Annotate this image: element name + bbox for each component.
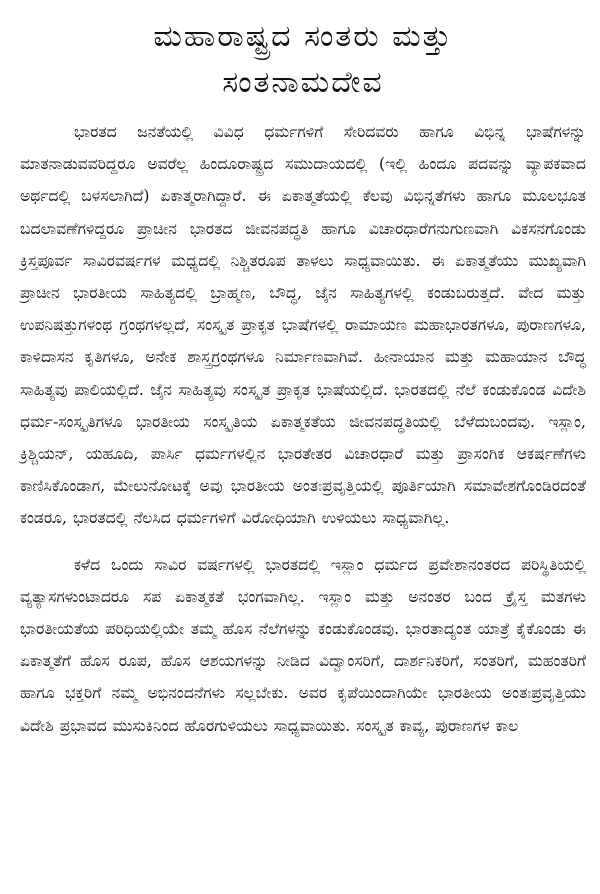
title-line-1: ಮಹಾರಾಷ್ಟ್ರದ ಸಂತರು ಮತ್ತು	[153, 19, 453, 54]
paragraph-1: ಭಾರತದ ಜನತೆಯಲ್ಲಿ ವಿವಿಧ ಧರ್ಮಗಳಿಗೆ ಸೇರಿದವರು ಹಾಗೂ ವಿಭಿನ್ನ ಭಾಷೆಗಳನ್ನು ಮಾತನಾಡುವವರಿದ್ದರೂ ಅವರೆಲ್ಲ ಹಿಂದೂರಾಷ್ಟ್ರದ ಸಮುದಾಯದಲ್ಲಿ (ಇಲ್ಲಿ ಹಿಂದೂ ಪದವನ್ನು ವ್ಯಾಪಕವಾದ ಅರ್ಥದಲ್ಲಿ ಬಳಸಲಾಗಿದೆ) ಏಕಾತ್ಮರಾಗಿದ್ದಾರೆ. ಈ ಏಕಾತ್ಮತೆಯಲ್ಲಿ ಕೆಲವು ವಿಭಿನ್ನತೆಗಳು ಹಾಗೂ ಮೂಲಭೂತ ಬದಲಾವಣೆಗಳಿದ್ದರೂ ಪ್ರಾಚೀನ ಭಾರತದ ಜೀವನಪದ್ಧತಿ ಹಾಗೂ ವಿಚಾರಧಾರೆಗನುಗುಣವಾಗಿ ವಿಕಸನಗೊಂಡು ಕ್ರಿಸ್ತಪೂರ್ವ ಸಾವಿರವರ್ಷಗಳ ಮಧ್ಯದಲ್ಲಿ ನಿಶ್ಚಿತರೂಪ ತಾಳಲು ಸಾಧ್ಯವಾಯಿತು. ಈ ಏಕಾತ್ಮತೆಯು ಮುಖ್ಯವಾಗಿ ಪ್ರಾಚೀನ ಭಾರತೀಯ ಸಾಹಿತ್ಯದಲ್ಲಿ ಬ್ರಾಹ್ಮಣ, ಬೌದ್ಧ, ಜೈನ ಸಾಹಿತ್ಯಗಳಲ್ಲಿ ಕಂಡುಬರುತ್ತದೆ. ವೇದ ಮತ್ತು ಉಪನಿಷತ್ತುಗಳಂಥ ಗ್ರಂಥಗಳಲ್ಲದೆ, ಸಂಸ್ಕೃತ ಪ್ರಾಕೃತ ಭಾಷೆಗಳಲ್ಲಿ ರಾಮಾಯಣ ಮಹಾಭಾರತಗಳೂ, ಪುರಾಣಗಳೂ, ಕಾಳಿದಾಸನ ಕೃತಿಗಳೂ, ಅನೇಕ ಶಾಸ್ತ್ರಗ್ರಂಥಗಳೂ ನಿರ್ಮಾಣವಾಗಿವೆ. ಹೀನಾಯಾನ ಮತ್ತು ಮಹಾಯಾನ ಬೌದ್ಧ ಸಾಹಿತ್ಯವು ಪಾಲಿಯಲ್ಲಿದೆ. ಜೈನ ಸಾಹಿತ್ಯವು ಸಂಸ್ಕೃತ ಪ್ರಾಕೃತ ಭಾಷೆಯಲ್ಲಿದೆ. ಭಾರತದಲ್ಲಿ ನೆಲೆ ಕಂಡುಕೊಂಡ ವಿದೇಶಿ ಧರ್ಮ-ಸಂಸ್ಕೃತಿಗಳೂ ಭಾರತೀಯ ಸಂಸ್ಕೃತಿಯ ಏಕಾತ್ಮಕತೆಯ ಜೀವನಪದ್ಧತಿಯಲ್ಲಿ ಬೆಳೆದುಬಂದವು. ಇಸ್ಲಾಂ, ಕ್ರಿಶ್ಚಿಯನ್, ಯಹೂದಿ, ಪಾರ್ಸಿ ಧರ್ಮಗಳಲ್ಲಿನ ಭಾರತೇತರ ವಿಚಾರಧಾರೆ ಮತ್ತು ಪ್ರಾಸಂಗಿಕ ಆಕರ್ಷಣೆಗಳು ಕಾಣಿಸಿಕೊಂಡಾಗ, ಮೇಲುನೋಟಕ್ಕೆ ಅವು ಭಾರತೀಯ ಅಂತಃಪ್ರವೃತ್ತಿಯಲ್ಲಿ ಪೂರ್ತಿಯಾಗಿ ಸಮಾವೇಶಗೊಂಡಿರದಂತೆ ಕಂಡರೂ, ಭಾರತದಲ್ಲಿ ನೆಲಸಿದ ಧರ್ಮಗಳಿಗೆ ವಿರೋಧಿಯಾಗಿ ಉಳಿಯಲು ಸಾಧ್ಯವಾಗಿಲ್ಲ.	[20, 123, 586, 528]
title-line-2: ಸಂತನಾಮದೇವ	[222, 65, 384, 100]
paragraph-2: ಕಳೆದ ಒಂದು ಸಾವಿರ ವರ್ಷಗಳಲ್ಲಿ ಭಾರತದಲ್ಲಿ ಇಸ್ಲಾಂ ಧರ್ಮದ ಪ್ರವೇಶಾನಂತರದ ಪರಿಸ್ಥಿತಿಯಲ್ಲಿ ವ್ಯತ್ಯಾಸಗಳುಂಟಾದರೂ ಸಪ ಏಕಾತ್ಮಕತೆ ಭಂಗವಾಗಿಲ್ಲ. ಇಸ್ಲಾಂ ಮತ್ತು ಅನಂತರ ಬಂದ ಕ್ರೈಸ್ತ ಮತಗಳು ಭಾರತೀಯತೆಯ ಪರಿಧಿಯಲ್ಲಿಯೇ ತಮ್ಮ ಹೊಸ ನೆಲೆಗಳನ್ನು ಕಂಡುಕೊಂಡವು. ಭಾರತಾದ್ಯಂತ ಯಾತ್ರೆ ಕೈಕೊಂಡು ಈ ಏಕಾತ್ಮತೆಗೆ ಹೊಸ ರೂಪ, ಹೊಸ ಆಶಯಗಳನ್ನು ನೀಡಿದ ವಿದ್ವಾಂಸರಿಗೆ, ದಾರ್ಶನಿಕರಿಗೆ, ಸಂತರಿಗೆ, ಮಹಂತರಿಗೆ ಹಾಗೂ ಭಕ್ತರಿಗೆ ನಮ್ಮ ಅಭಿನಂದನೆಗಳು ಸಲ್ಲಬೇಕು. ಅವರ ಕೃಪೆಯಿಂದಾಗಿಯೇ ಭಾರತೀಯ ಅಂತಃಪ್ರವೃತ್ತಿಯು ವಿದೇಶಿ ಪ್ರಭಾವದ ಮುಸುಕಿನಿಂದ ಹೊರಗುಳಿಯಲು ಸಾಧ್ಯವಾಯಿತು. ಸಂಸ್ಕೃತ ಕಾವ್ಯ, ಪುರಾಣಗಳ ಕಾಲ	[20, 555, 586, 735]
